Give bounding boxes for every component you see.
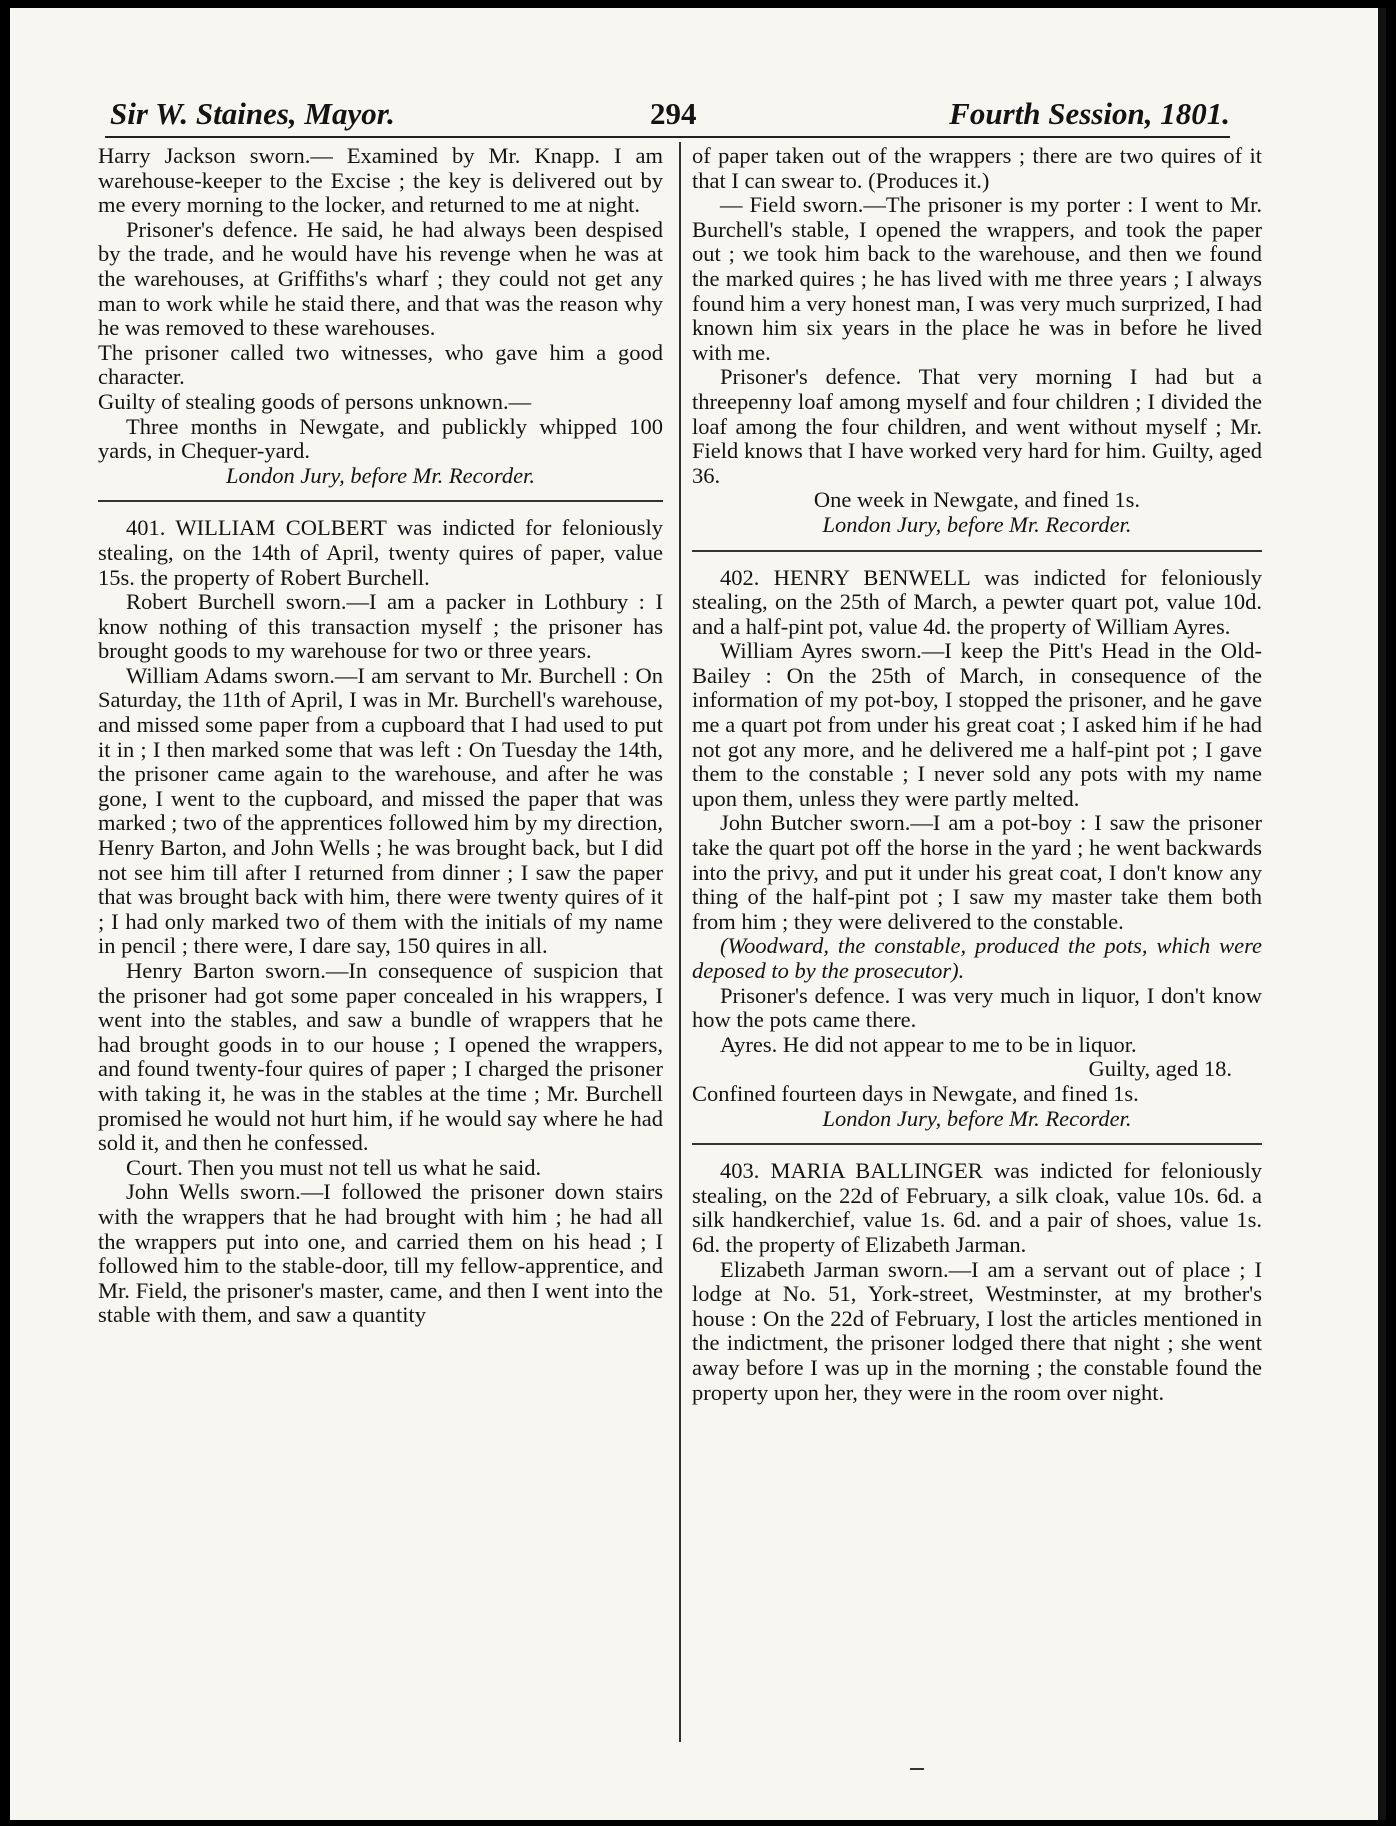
case-separator — [692, 1143, 1262, 1145]
testimony-robert-burchell: Robert Burchell sworn.—I am a packer in Lothbury : I know nothing of this transaction myself ; the prisoner has brought goods to my warehouse for two or three years. — [98, 589, 663, 664]
case-separator — [98, 500, 663, 502]
prisoner-defence-3: Prisoner's defence. I was very much in liquor, I don't know how the pots came there. — [692, 982, 1262, 1033]
testimony-elizabeth-jarman: Elizabeth Jarman sworn.—I am a servant out of place ; I lodge at No. 51, York-street, Westminster, at my brother's house : On the 22d of February, I lost the articles mentioned in the indictment, the prisoner lodged there that night ; she went away before I was up in the morning ; the constable found the property upon her, they were in the room over night. — [692, 1256, 1262, 1405]
sentence-2: One week in Newgate, and fined 1s. — [813, 487, 1141, 513]
verdict-3: Guilty, aged 18. — [1088, 1056, 1232, 1082]
header-mayor: Sir W. Staines, Mayor. — [110, 96, 395, 131]
sentence-1: Three months in Newgate, and publickly whipped 100 yards, in Chequer-yard. — [98, 413, 663, 464]
page-tail-mark — [910, 1768, 924, 1770]
page-number: 294 — [650, 96, 697, 131]
testimony-henry-barton: Henry Barton sworn.—In consequence of suspicion that the prisoner had got some paper concealed in his wrappers, I went into the stables, and saw a bundle of wrappers that he had brought goods in to our house ; I opened the wrappers, and found twenty-four quires of paper ; I charged the prisoner with taking it, he was in the stables at the time ; Mr. Burchell promised he would not hurt him, if he would say where he had sold it, and then he confessed. — [98, 958, 663, 1156]
case-402-indictment: 402. HENRY BENWELL was indicted for feloniously stealing, on the 25th of March, a pewter quart pot, value 10d. and a half-pint pot, value 4d. the property of William Ayres. — [692, 564, 1262, 639]
testimony-harry-jackson: Harry Jackson sworn.— Examined by Mr. Knapp. I am warehouse-keeper to the Excise ; the key is delivered out by me every morning to the locker, and returned to me at night. — [98, 143, 663, 218]
case-403-indictment: 403. MARIA BALLINGER was indicted for feloniously stealing, on the 22d of February, a silk cloak, value 10s. 6d. a silk handkerchief, value 1s. 6d. and a pair of shoes, value 1s. 6d. the property of Elizabeth Jarman. — [692, 1158, 1262, 1257]
running-header — [110, 96, 1230, 132]
verdict-1: Guilty of stealing goods of persons unknown.— — [98, 388, 532, 414]
header-rule — [105, 136, 1230, 138]
sentence-3: Confined fourteen days in Newgate, and fined 1s. — [692, 1080, 1139, 1106]
header-session: Fourth Session, 1801. — [949, 96, 1230, 131]
court-remark: Court. Then you must not tell us what he said. — [126, 1154, 542, 1180]
prisoner-defence-2: Prisoner's defence. That very morning I had but a threepenny loaf among myself and four children ; I divided the loaf among the four children, and went without myself ; Mr. Field knows that I have worked very hard for him. Guilty, aged 36. — [692, 364, 1262, 488]
ayres-remark: Ayres. He did not appear to me to be in liquor. — [720, 1031, 1137, 1057]
constable-note: (Woodward, the constable, produced the pots, which were deposed to by the prosecutor). — [692, 933, 1262, 983]
testimony-john-wells: John Wells sworn.—I followed the prisoner down stairs with the wrappers that he had brought with him ; he had all the wrappers put into one, and carried them on his head ; I followed him to the stable-door, till my fellow-apprentice, and Mr. Field, the prisoner's master, came, and then I went into the stable with them, and saw a quantity — [98, 1179, 663, 1328]
character-witnesses: The prisoner called two witnesses, who gave him a good character. — [98, 339, 663, 390]
testimony-john-wells-cont: of paper taken out of the wrappers ; there are two quires of it that I can swear to. (Produces it.) — [692, 143, 1262, 193]
testimony-william-adams: William Adams sworn.—I am servant to Mr. Burchell : On Saturday, the 11th of April, I was in Mr. Burchell's warehouse, and missed some paper from a cupboard that I had used to put it in ; I then marked some that was left : On Tuesday the 14th, the prisoner came again to the warehouse, and after he was gone, I went to the cupboard, and missed the paper that was marked ; two of the apprentices followed him by my direction, Henry Barton, and John Wells ; he was brought back, but I did not see him till after I returned from dinner ; I saw the paper that was brought back with him, there were twenty quires of it ; I had only marked two of them with the initials of my name in pencil ; there were, I dare say, 150 quires in all. — [98, 662, 663, 959]
left-column — [98, 144, 663, 1328]
jury-line-3: London Jury, before Mr. Recorder. — [822, 1105, 1132, 1131]
jury-line-1: London Jury, before Mr. Recorder. — [226, 462, 535, 488]
testimony-william-ayres: William Ayres sworn.—I keep the Pitt's Head in the Old-Bailey : On the 25th of March, in consequence of the information of my pot-boy, I stopped the prisoner, and he gave me a quart pot from under his great coat ; I asked him if he had not got any more, and he delivered me a half-pint pot ; I gave them to the constable ; I never sold any pots with my name upon them, unless they were partly melted. — [692, 638, 1262, 811]
case-separator — [692, 550, 1262, 552]
testimony-field: — Field sworn.—The prisoner is my porter : I went to Mr. Burchell's stable, I opened the wrappers, and took the paper out ; we took him back to the warehouse, and then we found the marked quires ; he has lived with me three years ; I always found him a very honest man, I was very much surprized, I had known him six years in the place he was in before he lived with me. — [692, 192, 1262, 365]
jury-line-2: London Jury, before Mr. Recorder. — [822, 511, 1132, 537]
column-divider — [679, 142, 681, 1742]
right-column — [692, 144, 1262, 1405]
testimony-john-butcher: John Butcher sworn.—I am a pot-boy : I saw the prisoner take the quart pot off the horse in the yard ; he went backwards into the privy, and put it under his great coat, I don't know any thing of the half-pint pot ; I saw my master take them both from him ; they were delivered to the constable. — [692, 810, 1262, 934]
prisoner-defence-1: Prisoner's defence. He said, he had always been despised by the trade, and he would have his revenge when he was at the warehouses, at Griffiths's wharf ; they could not get any man to work while he staid there, and that was the reason why he was removed to these warehouses. — [98, 216, 663, 341]
case-401-indictment: 401. WILLIAM COLBERT was indicted for feloniously stealing, on the 14th of April, twenty quires of paper, value 15s. the property of Robert Burchell. — [98, 515, 663, 590]
document-page — [10, 8, 1386, 1820]
